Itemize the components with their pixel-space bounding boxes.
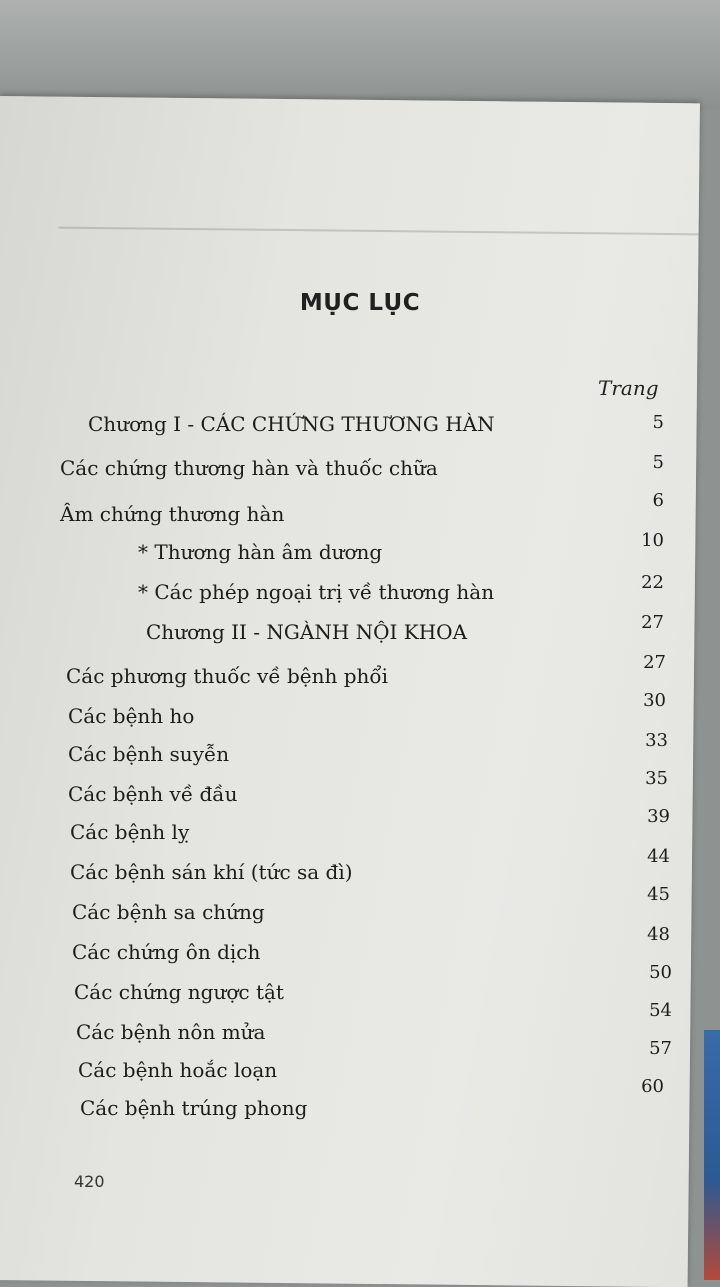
toc-entry-title: Các bệnh về đầu: [68, 782, 238, 806]
toc-entry-page: 33: [645, 730, 668, 751]
book-cover-edge: [704, 1030, 720, 1280]
toc-entry-title: Các chứng ôn dịch: [72, 940, 261, 964]
toc-entry-page: 5: [652, 452, 664, 473]
show-through-header-rule: [59, 227, 699, 236]
toc-entry-page: 35: [645, 768, 668, 789]
toc-entry-page: 45: [647, 884, 670, 905]
toc-entry-page: 50: [649, 962, 672, 983]
toc-entry-page: 5: [652, 412, 664, 433]
toc-entry-page: 27: [641, 612, 664, 633]
toc-entry-title: Chương I - CÁC CHỨNG THƯƠNG HÀN: [88, 412, 495, 436]
toc-entry-page: 60: [641, 1076, 664, 1097]
toc-entry-page: 30: [643, 690, 666, 711]
toc-entry-title: Âm chứng thương hàn: [60, 502, 285, 526]
toc-entry-title: Các bệnh sán khí (tức sa đì): [70, 860, 353, 884]
toc-entry-page: 22: [641, 572, 664, 593]
toc-entry-page: 39: [647, 806, 670, 827]
page-number: 420: [74, 1172, 105, 1191]
toc-entry-title: Các chứng thương hàn và thuốc chữa: [60, 456, 438, 480]
toc-entry-title: Các bệnh lỵ: [70, 820, 190, 844]
toc-entry-page: 10: [641, 530, 664, 551]
toc-entry-title: Các bệnh trúng phong: [80, 1096, 308, 1120]
toc-entry-title: Các chứng ngược tật: [74, 980, 284, 1004]
toc-entry-page: 44: [647, 846, 670, 867]
toc-entry-title: Các bệnh nôn mửa: [76, 1020, 266, 1044]
toc-title: MỤC LỤC: [299, 290, 421, 316]
toc-entry-title: Các bệnh suyễn: [68, 742, 230, 766]
toc-entry-page: 54: [649, 1000, 672, 1021]
toc-entry-title: Các bệnh hoắc loạn: [78, 1058, 278, 1082]
toc-entry-page: 6: [652, 490, 664, 511]
toc-entry-title: Các bệnh ho: [68, 704, 195, 728]
toc-entry-title: Các bệnh sa chứng: [72, 900, 265, 924]
toc-entry-title: Các phương thuốc về bệnh phổi: [66, 664, 389, 688]
toc-entry-title: Chương II - NGÀNH NỘI KHOA: [146, 620, 468, 644]
toc-entry-page: 27: [643, 652, 666, 673]
toc-entry-page: 48: [647, 924, 670, 945]
toc-entry-title: * Thương hàn âm dương: [138, 540, 383, 564]
page-column-header: Trang: [598, 376, 659, 400]
toc-entry-title: * Các phép ngoại trị về thương hàn: [138, 580, 495, 604]
background-surface: [0, 0, 720, 110]
toc-entry-page: 57: [649, 1038, 672, 1059]
